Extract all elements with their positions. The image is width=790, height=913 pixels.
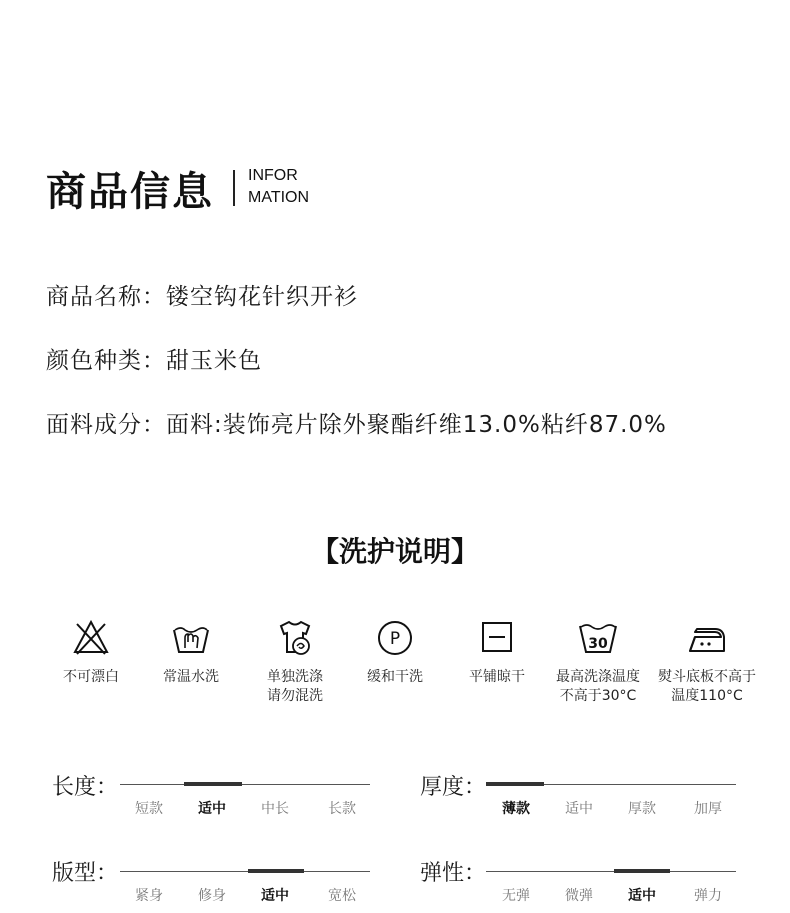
section-subtitle (248, 165, 309, 209)
subtitle-line-1: INFOR (248, 167, 298, 184)
care-label: 平铺晾干 (469, 669, 525, 685)
care-label: 不可漂白 (63, 669, 119, 685)
length-scale-marker (184, 782, 242, 786)
section-title: 商品信息 (46, 169, 214, 215)
flat-dry-icon (477, 618, 517, 658)
care-label: 缓和干洗 (367, 669, 423, 685)
care-item-dry-clean (340, 618, 450, 687)
thickness-scale-marker (486, 782, 544, 786)
subtitle-line-2: MATION (248, 189, 310, 206)
fit-option: 宽松 (328, 888, 356, 904)
elasticity-option: 适中 (628, 888, 656, 904)
care-label: 温度110°C (671, 688, 743, 704)
length-option: 适中 (198, 801, 226, 817)
care-label: 不高于30°C (559, 688, 637, 704)
care-label: 请勿混洗 (267, 688, 323, 704)
length-scale-line (120, 784, 370, 785)
care-label: 最高洗涤温度 (556, 669, 640, 685)
normal-wash-icon (171, 618, 211, 658)
thickness-option: 薄款 (502, 801, 530, 817)
length-label: 长度： (52, 775, 119, 800)
elasticity-label: 弹性： (420, 861, 487, 886)
iron-icon (687, 618, 727, 658)
dry-clean-icon (375, 618, 415, 658)
care-label: 单独洗涤 (267, 669, 323, 685)
thickness-option: 加厚 (694, 801, 722, 817)
wash-30-icon (578, 618, 618, 658)
elasticity-option: 微弹 (565, 888, 593, 904)
length-option: 中长 (261, 801, 289, 817)
care-item-no-bleach (36, 618, 146, 687)
thickness-option: 厚款 (628, 801, 656, 817)
fit-option: 适中 (261, 888, 289, 904)
fit-option: 修身 (198, 888, 226, 904)
elasticity-scale-line (486, 871, 736, 872)
thickness-label: 厚度： (420, 775, 487, 800)
length-option: 短款 (135, 801, 163, 817)
product-color: 颜色种类：甜玉米色 (46, 348, 262, 374)
care-heading: 【洗护说明】 (310, 535, 479, 568)
title-divider (233, 170, 235, 206)
elasticity-option: 无弹 (502, 888, 530, 904)
fit-scale-line (120, 871, 370, 872)
fit-option: 紧身 (135, 888, 163, 904)
care-item-normal-wash (136, 618, 246, 687)
elasticity-scale-marker (614, 869, 670, 873)
length-option: 长款 (328, 801, 356, 817)
care-item-separate-wash (240, 618, 350, 706)
elasticity-option: 弹力 (694, 888, 722, 904)
care-label: 熨斗底板不高于 (658, 669, 756, 685)
separate-wash-icon (275, 618, 315, 658)
fit-label: 版型： (52, 861, 119, 886)
care-label: 常温水洗 (163, 669, 219, 685)
svg-text:P: P (389, 629, 401, 649)
wash-temp-text: 30 (588, 636, 608, 652)
care-item-iron (652, 618, 762, 706)
care-item-flat-dry (442, 618, 552, 687)
fit-scale-marker (248, 869, 304, 873)
product-name: 商品名称：镂空钩花针织开衫 (46, 284, 358, 310)
care-item-wash-30 (543, 618, 653, 706)
no-bleach-icon (71, 618, 111, 658)
product-material: 面料成分：面料:装饰亮片除外聚酯纤维13.0%粘纤87.0% (46, 412, 667, 438)
thickness-option: 适中 (565, 801, 593, 817)
